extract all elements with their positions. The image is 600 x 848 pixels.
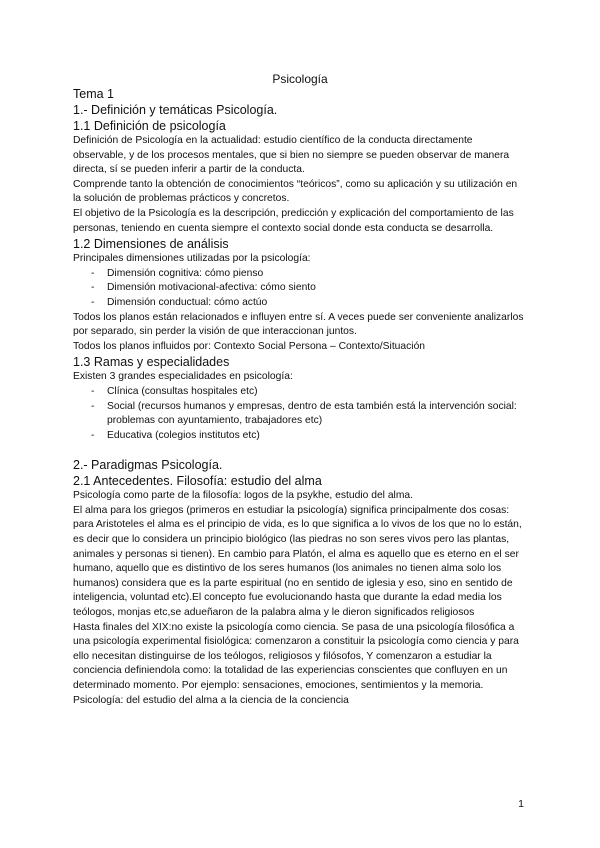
section-spacer (73, 443, 528, 457)
list-item: - Dimensión cognitiva: cómo pienso (91, 267, 528, 282)
list-item: - Educativa (colegios institutos etc) (91, 429, 528, 444)
paragraph-alma-griegos: El alma para los griegos (primeros en estudiar la psicología) significa principalmente dos cosas: para Aristoteles el alma es el principio de vida, es lo que significa a lo vivos de los que no lo están, es decir que lo considera un principio biológico (las piedras no son seres vivos pero las plantas, animales y personas si tienen). En cambio para Platón, el alma es aquello que es eterno en el ser humano, aquello que es distintivo de los seres humanos (los animales no tienen alma solo los humanos) considera que es la parte espiritual (no en sentido de iglesia y eso, sino en sentido de inteligencia, voluntad etc).El concepto fue evolucionando hasta que durante la edad media los teólogos, monjas etc,se adueñaron de la palabra alma y le dieron significados religiosos (73, 504, 522, 619)
section-1-heading: 1.- Definición y temáticas Psicología. (73, 103, 278, 117)
paragraph-planos-influidos: Todos los planos influidos por: Contexto Social Persona – Contexto/Situación (73, 340, 426, 352)
list-item: - Dimensión conductual: cómo actúo (91, 296, 528, 311)
section-1-3-heading: 1.3 Ramas y especialidades (73, 355, 230, 370)
page-number: 1 (518, 798, 524, 810)
paragraph-dimensiones-intro: Principales dimensiones utilizadas por la psicología: (73, 253, 311, 265)
list-item: - Social (recursos humanos y empresas, dentro de esta también está la intervención social: problemas con ayuntamiento, trabajadores etc) (91, 400, 528, 429)
ramas-list (73, 385, 528, 443)
paragraph-filosofia: Psicología como parte de la filosofía: logos de la psykhe, estudio del alma. (73, 490, 413, 502)
document-body (73, 86, 528, 708)
document-title: Psicología (272, 72, 328, 86)
dimensiones-list (73, 267, 528, 311)
tema-label: Tema 1 (73, 87, 114, 101)
paragraph-objetivo: El objetivo de la Psicología es la descripción, predicción y explicación del comportamiento de las personas, teniendo en cuenta siempre el contexto social donde esta conducta se desarrolla. (73, 207, 514, 234)
paragraph-definicion: Definición de Psicología en la actualidad: estudio científico de la conducta directamente observable, y de los procesos mentales, que si bien no siempre se pueden observar de manera directa, sí se pueden inferir a partir de la conducta. (73, 135, 510, 176)
section-2-1-heading: 2.1 Antecedentes. Filosofía: estudio del alma (73, 474, 322, 489)
section-1-2-heading: 1.2 Dimensiones de análisis (73, 237, 229, 252)
paragraph-comprende: Comprende tanto la obtención de conocimientos “teóricos”, como su aplicación y su utilización en la solución de problemas prácticos y concretos. (73, 178, 518, 205)
paragraph-planos: Todos los planos están relacionados e influyen entre sí. A veces puede ser conveniente analizarlos por separado, sin perder la visión de que interaccionan juntos. (73, 311, 524, 338)
section-2-heading: 2.- Paradigmas Psicología. (73, 458, 223, 473)
paragraph-finales-xix: Hasta finales del XIX:no existe la psicología como ciencia. Se pasa de una psicología filosófica a una psicología experimental fisiológica: comenzaron a constituir la psicología como ciencia y para ello necesitan distinguirse de los teólogos, religiosos y filósofos, Y comenzaron a estudiar la conciencia definiendola como: la totalidad de las experiencias conscientes que confluyen en un determinado momento. Por ejemplo: sensaciones, emociones, sentimientos y la memoria. (73, 621, 519, 691)
paragraph-ramas-intro: Existen 3 grandes especialidades en psicología: (73, 371, 293, 383)
list-item: - Clínica (consultas hospitales etc) (91, 385, 528, 400)
paragraph-alma-conciencia: Psicología: del estudio del alma a la ciencia de la conciencia (73, 694, 349, 706)
section-1-1-heading: 1.1 Definición de psicología (73, 119, 226, 133)
list-item: - Dimensión motivacional-afectiva: cómo siento (91, 281, 528, 296)
